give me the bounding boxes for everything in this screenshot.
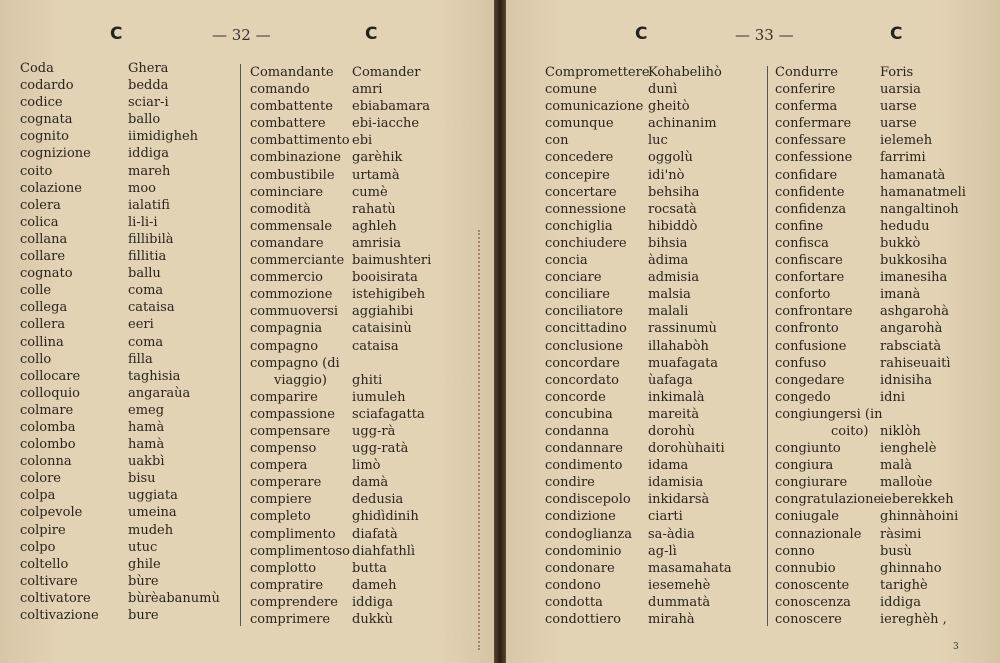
entry-translation: imanà: [880, 287, 921, 303]
entry-italian: concordato: [545, 372, 619, 388]
entry-italian: congiungersi (in: [775, 406, 883, 422]
entry-italian: colmare: [20, 402, 74, 418]
entry-translation: urtamà: [352, 167, 400, 183]
entry-italian: cognito: [20, 129, 70, 145]
entry-italian: comparire: [250, 389, 318, 405]
entry-translation: iesemehè: [648, 577, 711, 593]
entry-italian: confessare: [775, 133, 846, 149]
entry-italian: viaggio): [274, 372, 327, 388]
entry-translation: busù: [880, 543, 912, 559]
entry-italian: collera: [20, 317, 66, 333]
entry-italian: conciare: [545, 270, 602, 286]
entry-italian: colazione: [20, 180, 82, 196]
entry-italian: collo: [20, 351, 52, 367]
entry-translation: ràsimi: [880, 526, 922, 542]
entry-translation: idni: [880, 389, 906, 405]
entry-italian: confronto: [775, 321, 839, 337]
entry-italian: collocare: [20, 368, 81, 384]
entry-translation: baimushteri: [352, 253, 432, 269]
entry-italian: confessione: [775, 150, 853, 166]
entry-translation: hamanatmeli: [880, 184, 966, 200]
entry-italian: conchiudere: [545, 235, 627, 251]
entry-translation: bùrèabanumù: [128, 590, 220, 606]
entry-translation: masamahata: [648, 560, 732, 576]
entry-translation: iimidigheh: [128, 129, 199, 145]
entry-italian: congiura: [775, 458, 834, 474]
entry-italian: coito): [831, 423, 869, 439]
entry-translation: ghiti: [352, 372, 383, 388]
entry-translation: cataisa: [352, 338, 399, 354]
entry-italian: condono: [545, 577, 601, 593]
entry-translation: luc: [648, 133, 668, 149]
entry-italian: connessione: [545, 201, 626, 217]
entry-translation: iereghèh ,: [880, 612, 947, 627]
entry-translation: sa-àdia: [648, 526, 695, 542]
right-col1-italian: [545, 64, 650, 628]
entry-italian: con: [545, 133, 569, 149]
entry-italian: concedere: [545, 150, 614, 166]
entry-italian: completo: [250, 509, 311, 525]
entry-italian: confiscare: [775, 253, 843, 269]
entry-italian: confidente: [775, 184, 845, 200]
entry-translation: dedusia: [352, 492, 404, 508]
entry-italian: coltivatore: [20, 590, 91, 606]
entry-translation: aggiahibi: [352, 304, 414, 320]
entry-translation: dameh: [352, 577, 397, 593]
entry-italian: combustibile: [250, 167, 335, 183]
entry-translation: iddiga: [352, 594, 394, 610]
entry-italian: comodità: [250, 201, 311, 217]
entry-italian: condizione: [545, 509, 616, 525]
entry-italian: complimentoso: [250, 543, 351, 559]
entry-italian: congedare: [775, 372, 845, 388]
entry-italian: condonare: [545, 560, 615, 576]
entry-translation: Kohabelihò: [648, 65, 722, 80]
entry-italian: concordare: [545, 355, 620, 371]
entry-translation: coma: [128, 283, 164, 299]
entry-translation: ballu: [128, 266, 161, 282]
entry-translation: idi'nò: [648, 167, 685, 183]
entry-italian: combattimento: [250, 133, 350, 149]
entry-italian: colomba: [20, 419, 76, 435]
entry-italian: concubina: [545, 406, 613, 422]
entry-italian: comune: [545, 82, 597, 98]
entry-translation: mareità: [648, 406, 700, 422]
entry-translation: eeri: [128, 317, 154, 333]
entry-translation: gheitò: [648, 99, 690, 115]
entry-italian: condannare: [545, 441, 623, 457]
entry-italian: confisca: [775, 235, 829, 251]
entry-translation: farrimi: [880, 150, 926, 166]
entry-translation: ghinnàhoini: [880, 509, 959, 525]
entry-translation: bihsia: [648, 235, 688, 251]
entry-translation: uarse: [880, 116, 917, 132]
entry-translation: garèhik: [352, 150, 403, 166]
entry-translation: angaraùa: [128, 385, 191, 401]
entry-italian: compensare: [250, 423, 331, 439]
entry-italian: commensale: [250, 218, 333, 234]
binding-thread: [478, 230, 510, 650]
entry-translation: idnisiha: [880, 372, 932, 388]
entry-italian: combattere: [250, 116, 326, 132]
entry-italian: colore: [20, 471, 61, 487]
entry-translation: ienghelè: [880, 441, 937, 457]
entry-translation: ùafaga: [648, 372, 693, 388]
entry-translation: uakbì: [128, 454, 165, 470]
entry-italian: coltivare: [20, 573, 78, 589]
entry-italian: commuoversi: [250, 304, 339, 320]
entry-italian: condire: [545, 475, 595, 491]
left-header-letter-right: C: [365, 24, 378, 44]
entry-translation: niklòh: [880, 423, 921, 439]
entry-italian: colpire: [20, 522, 66, 538]
entry-translation: dukkù: [352, 612, 393, 627]
entry-translation: diahfathlì: [352, 543, 416, 559]
entry-translation: rassinumù: [648, 321, 717, 337]
entry-italian: comunque: [545, 116, 614, 132]
entry-translation: angarohà: [880, 321, 943, 337]
entry-translation: ag-lì: [648, 543, 677, 559]
entry-italian: colle: [20, 283, 52, 299]
entry-italian: colombo: [20, 437, 76, 453]
entry-translation: idamisia: [648, 475, 704, 491]
entry-italian: confine: [775, 218, 824, 234]
entry-italian: compiere: [250, 492, 312, 508]
entry-italian: cognata: [20, 112, 73, 128]
entry-italian: conciliatore: [545, 304, 623, 320]
entry-italian: Comandante: [250, 65, 334, 80]
entry-italian: comperare: [250, 475, 322, 491]
left-col1-translation: [128, 60, 220, 624]
left-page-number: — 32 —: [212, 26, 271, 44]
entry-translation: hamà: [128, 419, 165, 435]
left-col1-italian: [20, 60, 99, 624]
entry-italian: conforto: [775, 287, 831, 303]
entry-translation: sciar-i: [128, 95, 169, 111]
entry-translation: hedudu: [880, 218, 930, 234]
entry-translation: behsiha: [648, 184, 700, 200]
entry-italian: collare: [20, 249, 66, 265]
entry-translation: mareh: [128, 163, 171, 179]
entry-italian: colpevole: [20, 505, 83, 521]
corner-number: 3: [953, 642, 959, 652]
entry-italian: conoscenza: [775, 594, 851, 610]
entry-translation: inkidarsà: [648, 492, 710, 508]
entry-italian: concittadino: [545, 321, 627, 337]
entry-translation: achinanim: [648, 116, 717, 132]
entry-italian: complotto: [250, 560, 317, 576]
entry-translation: Foris: [880, 65, 914, 80]
entry-translation: inkimalà: [648, 389, 705, 405]
entry-translation: mudeh: [128, 522, 174, 538]
entry-translation: ciarti: [648, 509, 683, 525]
entry-translation: ebi: [352, 133, 373, 149]
entry-translation: oggolù: [648, 150, 693, 166]
entry-italian: Condurre: [775, 65, 838, 80]
entry-translation: diafatà: [352, 526, 398, 542]
entry-italian: collana: [20, 231, 68, 247]
right-page-number: — 33 —: [735, 26, 794, 44]
entry-translation: illahabòh: [648, 338, 709, 354]
entry-translation: bùre: [128, 573, 159, 589]
entry-translation: emeg: [128, 402, 165, 418]
entry-italian: compagno: [250, 338, 319, 354]
entry-translation: Ghera: [128, 61, 169, 76]
entry-italian: conclusione: [545, 338, 624, 354]
entry-italian: condiscepolo: [545, 492, 631, 508]
entry-italian: colera: [20, 197, 61, 213]
entry-translation: àdima: [648, 253, 689, 269]
entry-translation: dummatà: [648, 594, 711, 610]
entry-italian: connubio: [775, 560, 836, 576]
entry-translation: ballo: [128, 112, 161, 128]
entry-italian: concia: [545, 253, 588, 269]
entry-translation: coma: [128, 334, 164, 350]
entry-italian: combattente: [250, 99, 333, 115]
entry-italian: confuso: [775, 355, 827, 371]
entry-italian: concepire: [545, 167, 610, 183]
right-header-letter-left: C: [635, 24, 648, 44]
entry-italian: congiunto: [775, 441, 841, 457]
entry-translation: butta: [352, 560, 387, 576]
right-header-letter-right: C: [890, 24, 903, 44]
left-header-letter-left: C: [110, 24, 123, 44]
left-col2-translation: [352, 64, 431, 628]
entry-translation: hamanatà: [880, 167, 946, 183]
entry-translation: dunì: [648, 82, 678, 98]
entry-italian: commerciante: [250, 253, 345, 269]
entry-translation: moo: [128, 180, 156, 196]
entry-translation: ugg-rà: [352, 423, 396, 439]
entry-italian: comunicazione: [545, 99, 644, 115]
entry-italian: complimento: [250, 526, 336, 542]
entry-translation: li-li-i: [128, 214, 158, 230]
entry-translation: uarsia: [880, 82, 921, 98]
entry-italian: congedo: [775, 389, 831, 405]
entry-translation: bukkò: [880, 235, 921, 251]
right-col1-translation: [648, 64, 732, 628]
entry-translation: nangaltinoh: [880, 201, 959, 217]
entry-translation: rabsciatà: [880, 338, 942, 354]
entry-italian: coniugale: [775, 509, 839, 525]
entry-italian: conno: [775, 543, 815, 559]
entry-translation: sciafagatta: [352, 406, 425, 422]
entry-translation: ialatifi: [128, 197, 170, 213]
entry-italian: confrontare: [775, 304, 853, 320]
entry-translation: amri: [352, 82, 383, 98]
entry-italian: cominciare: [250, 184, 324, 200]
entry-italian: conciliare: [545, 287, 610, 303]
entry-italian: congratulazione: [775, 492, 882, 508]
entry-translation: rahatù: [352, 201, 396, 217]
entry-italian: colonna: [20, 454, 72, 470]
entry-translation: filla: [128, 351, 153, 367]
entry-italian: connazionale: [775, 526, 862, 542]
entry-translation: ieberekkeh: [880, 492, 954, 508]
entry-translation: ghidìdinih: [352, 509, 419, 525]
entry-translation: cataisa: [128, 300, 175, 316]
entry-translation: tarighè: [880, 577, 928, 593]
entry-translation: ghinnaho: [880, 560, 942, 576]
entry-italian: colica: [20, 214, 59, 230]
entry-italian: cognato: [20, 266, 73, 282]
entry-italian: condimento: [545, 458, 623, 474]
entry-italian: codice: [20, 95, 63, 111]
entry-italian: compera: [250, 458, 308, 474]
entry-translation: damà: [352, 475, 389, 491]
entry-italian: concertare: [545, 184, 617, 200]
entry-translation: muafagata: [648, 355, 719, 371]
entry-italian: conferma: [775, 99, 838, 115]
entry-italian: combinazione: [250, 150, 341, 166]
right-column-divider: [767, 66, 768, 626]
entry-italian: confortare: [775, 270, 845, 286]
entry-translation: utuc: [128, 539, 158, 555]
entry-italian: compagnia: [250, 321, 323, 337]
entry-italian: commozione: [250, 287, 333, 303]
entry-translation: rahiseuaitì: [880, 355, 951, 371]
entry-italian: coltello: [20, 556, 69, 572]
entry-italian: cognizione: [20, 146, 91, 162]
entry-translation: mirahà: [648, 612, 695, 627]
entry-italian: collega: [20, 300, 68, 316]
entry-translation: cataisinù: [352, 321, 412, 337]
entry-italian: condottiero: [545, 612, 621, 627]
entry-translation: booisirata: [352, 270, 418, 286]
entry-translation: malali: [648, 304, 689, 320]
entry-italian: compenso: [250, 441, 317, 457]
entry-translation: ugg-ratà: [352, 441, 409, 457]
entry-italian: condanna: [545, 423, 610, 439]
entry-translation: umeina: [128, 505, 177, 521]
entry-translation: taghisia: [128, 368, 181, 384]
entry-italian: Coda: [20, 61, 54, 76]
entry-italian: confermare: [775, 116, 852, 132]
entry-italian: colpo: [20, 539, 56, 555]
entry-italian: condominio: [545, 543, 622, 559]
entry-translation: malloùe: [880, 475, 933, 491]
entry-translation: malà: [880, 458, 912, 474]
entry-italian: comandare: [250, 235, 324, 251]
entry-translation: [352, 355, 431, 372]
entry-italian: coito: [20, 163, 53, 179]
entry-italian: coltivazione: [20, 608, 99, 623]
entry-italian: compratire: [250, 577, 324, 593]
entry-translation: idama: [648, 458, 689, 474]
entry-translation: dorohùhaiti: [648, 441, 725, 457]
left-column-divider: [240, 64, 241, 626]
entry-italian: comprimere: [250, 612, 331, 627]
entry-translation: rocsatà: [648, 201, 697, 217]
entry-translation: fillitia: [128, 249, 167, 265]
entry-italian: Compromettere: [545, 65, 650, 80]
entry-italian: concorde: [545, 389, 606, 405]
entry-translation: ashgarohà: [880, 304, 950, 320]
entry-italian: congiurare: [775, 475, 848, 491]
entry-translation: fillibilà: [128, 231, 174, 247]
entry-italian: conchiglia: [545, 218, 613, 234]
right-col2-translation: [880, 64, 966, 628]
entry-translation: bisu: [128, 471, 156, 487]
entry-italian: conoscente: [775, 577, 850, 593]
entry-translation: ebiabamara: [352, 99, 431, 115]
entry-italian: colloquio: [20, 385, 80, 401]
entry-translation: dorohù: [648, 423, 695, 439]
entry-italian: conferire: [775, 82, 836, 98]
entry-italian: compassione: [250, 406, 335, 422]
entry-italian: comando: [250, 82, 310, 98]
entry-translation: ielemeh: [880, 133, 933, 149]
entry-translation: malsia: [648, 287, 691, 303]
entry-italian: confidare: [775, 167, 838, 183]
entry-italian: comprendere: [250, 594, 338, 610]
entry-translation: aghleh: [352, 218, 397, 234]
entry-italian: codardo: [20, 78, 74, 94]
entry-italian: confidenza: [775, 201, 847, 217]
entry-italian: conoscere: [775, 612, 842, 627]
entry-translation: Comander: [352, 65, 421, 80]
entry-translation: iddiga: [128, 146, 170, 162]
entry-translation: bukkosiha: [880, 253, 948, 269]
left-col2-italian: [250, 64, 350, 628]
entry-translation: [880, 406, 966, 423]
entry-translation: admisia: [648, 270, 700, 286]
entry-translation: iumuleh: [352, 389, 406, 405]
entry-translation: bedda: [128, 78, 169, 94]
entry-italian: confusione: [775, 338, 847, 354]
entry-translation: cumè: [352, 184, 388, 200]
entry-translation: ghile: [128, 556, 161, 572]
entry-translation: istehigibeh: [352, 287, 426, 303]
entry-translation: bure: [128, 608, 159, 623]
entry-translation: ebi-iacche: [352, 116, 420, 132]
entry-translation: limò: [352, 458, 381, 474]
entry-translation: uggiata: [128, 488, 178, 504]
entry-italian: condoglianza: [545, 526, 632, 542]
entry-translation: hibiddò: [648, 218, 698, 234]
entry-italian: collina: [20, 334, 64, 350]
entry-italian: colpa: [20, 488, 56, 504]
entry-translation: amrisia: [352, 235, 402, 251]
entry-italian: compagno (di: [250, 355, 340, 371]
entry-italian: condotta: [545, 594, 603, 610]
right-col2-italian: [775, 64, 883, 628]
entry-italian: commercio: [250, 270, 323, 286]
entry-translation: uarse: [880, 99, 917, 115]
entry-translation: iddiga: [880, 594, 922, 610]
entry-translation: hamà: [128, 437, 165, 453]
entry-translation: imanesiha: [880, 270, 948, 286]
